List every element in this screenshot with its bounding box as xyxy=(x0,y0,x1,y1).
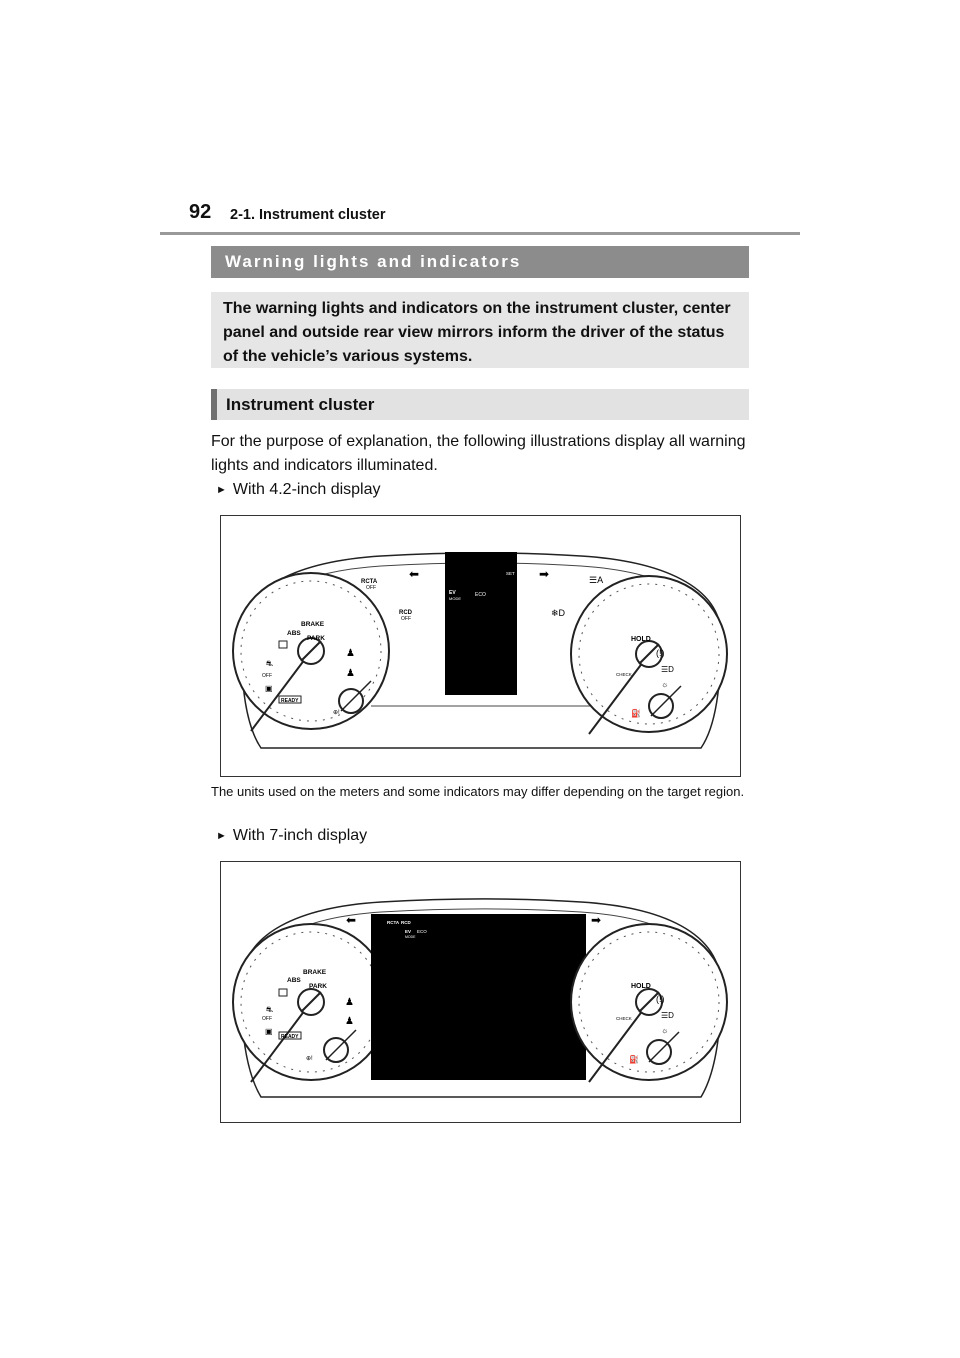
figure1-caption-row xyxy=(216,481,381,499)
rcd-label: RCD xyxy=(401,920,411,925)
traction-control-icon: ⛐ xyxy=(266,1005,273,1014)
ev-system-icon: ⊕! xyxy=(306,1056,313,1062)
figure-cluster-4inch xyxy=(220,515,741,777)
check-engine-label: CHECK xyxy=(616,672,632,677)
header-rule xyxy=(160,232,800,235)
set-label: SET xyxy=(506,571,515,576)
airbag-icon: ♟ xyxy=(346,668,355,679)
headlight-icon: ☰D xyxy=(661,1011,674,1020)
seatbelt-icon: ♟ xyxy=(345,997,354,1008)
headlight-icon: ☰D xyxy=(661,665,674,674)
ev-system-icon: ⊕! xyxy=(333,710,340,716)
multi-info-display xyxy=(371,914,586,1080)
triangle-bullet-icon: ► xyxy=(216,484,227,496)
ev-mode-label: EV xyxy=(405,929,412,934)
auto-high-beam-icon: ☰A xyxy=(589,575,604,585)
body-text: For the purpose of explanation, the following illustrations display all warning lights and indicators illuminated. xyxy=(211,433,746,474)
ev-mode-label: EV xyxy=(449,590,456,596)
airbag-icon: ♟ xyxy=(345,1016,354,1027)
section-title: Warning lights and indicators xyxy=(211,246,749,278)
rcta-label: RCTA xyxy=(361,579,378,585)
tire-pressure-icon: (!) xyxy=(656,648,665,658)
abs-label: ABS xyxy=(287,977,301,984)
light-indicator-icon: ☼ xyxy=(661,680,669,689)
figure2-caption: With 7-inch display xyxy=(232,827,368,844)
vsc-off-label: OFF xyxy=(262,673,272,679)
units-note: The units used on the meters and some indicators may differ depending on the target region. xyxy=(211,784,745,799)
seatbelt-icon: ♟ xyxy=(346,648,355,659)
engine-oil-icon: ▣ xyxy=(265,1027,273,1036)
ready-indicator: READY xyxy=(281,1034,299,1040)
rcta-off-label: OFF xyxy=(366,585,376,591)
rcta-label: RCTA xyxy=(387,920,400,925)
hold-label: HOLD xyxy=(631,983,651,990)
brake-label: BRAKE xyxy=(303,969,327,976)
mode-label: MODE xyxy=(449,596,461,601)
intro-box: The warning lights and indicators on the instrument cluster, center panel and outside rear view mirrors inform the driver of the status of the vehicle’s various systems. xyxy=(211,292,749,368)
rcd-off-label: OFF xyxy=(401,616,411,622)
park-label: PARK xyxy=(309,983,327,990)
figure2-caption-row xyxy=(216,827,367,845)
brake-label: BRAKE xyxy=(301,621,325,628)
fuel-icon: ⛽ xyxy=(631,709,641,718)
eco-label: ECO xyxy=(417,929,427,934)
traction-control-icon: ⛐ xyxy=(266,659,273,668)
turn-left-icon: ⬅ xyxy=(409,567,420,581)
fuel-icon: ⛽ xyxy=(629,1055,639,1064)
triangle-bullet-icon: ► xyxy=(216,830,227,842)
eco-label: ECO xyxy=(475,592,486,598)
subsection-title: Instrument cluster xyxy=(211,389,749,420)
ready-indicator: READY xyxy=(281,698,299,704)
rcd-label: RCD xyxy=(399,610,412,616)
engine-oil-icon: ▣ xyxy=(265,684,273,693)
figure1-caption: With 4.2-inch display xyxy=(232,481,381,498)
check-engine-label: CHECK xyxy=(616,1016,632,1021)
fog-light-icon: ❄D xyxy=(551,608,566,618)
turn-left-icon: ⬅ xyxy=(346,913,357,927)
park-label: PARK xyxy=(307,635,325,642)
page-number: 92 xyxy=(189,201,212,223)
hold-label: HOLD xyxy=(631,636,651,643)
mode-label: MODE xyxy=(405,935,416,939)
figure-cluster-7inch xyxy=(220,861,741,1123)
abs-label: ABS xyxy=(287,630,301,637)
turn-right-icon: ➡ xyxy=(591,913,602,927)
vsc-off-label: OFF xyxy=(262,1016,272,1022)
tire-pressure-icon: (!) xyxy=(656,994,665,1004)
light-indicator-icon: ☼ xyxy=(661,1026,669,1035)
chapter-title: 2-1. Instrument cluster xyxy=(230,207,386,223)
turn-right-icon: ➡ xyxy=(539,567,550,581)
